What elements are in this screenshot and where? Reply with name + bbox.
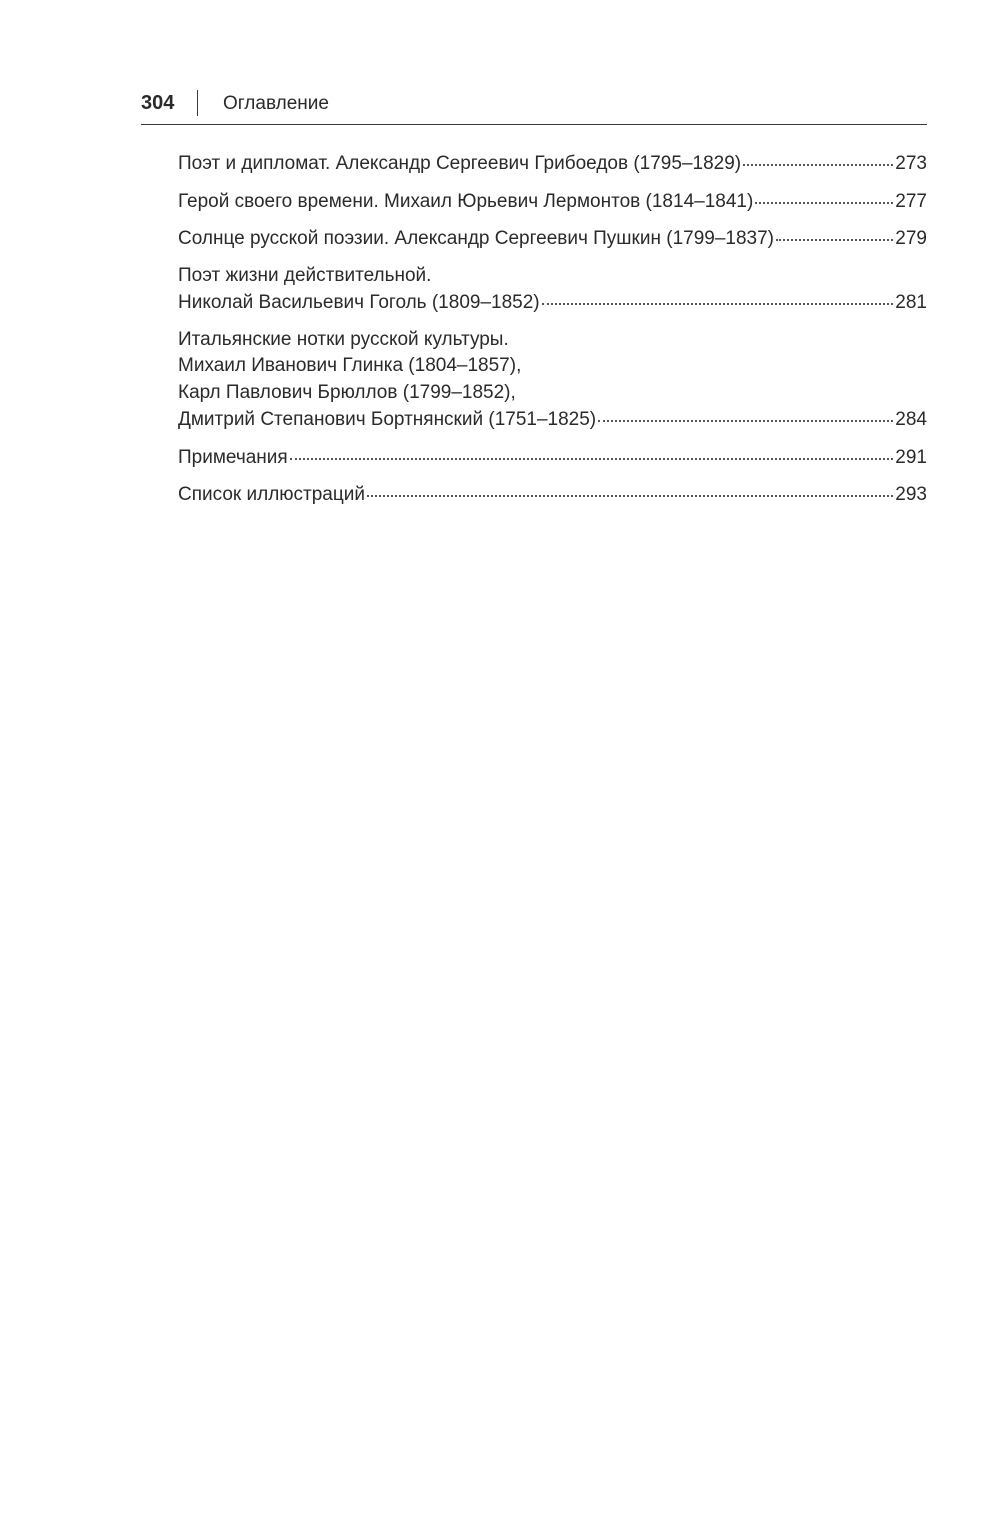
dot-leader xyxy=(755,188,893,207)
toc-entry-title: Солнце русской поэзии. Александр Сергеевич Пушкин (1799–1837) xyxy=(178,228,775,249)
toc-page-number: 281 xyxy=(895,292,927,313)
page-header xyxy=(141,90,927,125)
toc-entry-pushkin xyxy=(178,225,927,253)
toc-page-number: 273 xyxy=(895,153,927,174)
toc-entry-title: Герой своего времени. Михаил Юрьевич Лермонтов (1814–1841) xyxy=(178,190,754,212)
toc-entry-title: Примечания xyxy=(178,446,288,468)
running-title: Оглавление xyxy=(223,93,329,114)
toc-entry-griboedov xyxy=(178,150,927,178)
toc-entry-illustrations xyxy=(178,481,927,509)
dot-leader xyxy=(542,289,894,308)
toc-entry-lermontov xyxy=(178,188,927,216)
toc-entry-line: Михаил Иванович Глинка (1804–1857), xyxy=(178,355,522,376)
toc-page-number: 291 xyxy=(895,446,927,468)
toc-entry-line: Поэт жизни действительной. xyxy=(178,264,432,286)
toc-entry-title: Список иллюстраций xyxy=(178,484,365,505)
toc-page-number: 277 xyxy=(895,190,927,212)
toc-entry-title: Николай Васильевич Гоголь (1809–1852) xyxy=(178,292,540,313)
toc-page-number: 284 xyxy=(895,409,927,430)
toc-entry-title: Поэт и дипломат. Александр Сергеевич Грибоедов (1795–1829) xyxy=(178,153,742,174)
dot-leader xyxy=(290,444,894,463)
header-divider xyxy=(197,90,198,116)
dot-leader xyxy=(367,481,893,500)
toc-page-number: 293 xyxy=(895,484,927,505)
page-number: 304 xyxy=(141,92,175,114)
table-of-contents xyxy=(178,150,927,519)
dot-leader xyxy=(743,150,893,169)
toc-entry-italian-notes xyxy=(178,327,927,434)
toc-entry-notes xyxy=(178,444,927,472)
toc-entry-line: Итальянские нотки русской культуры. xyxy=(178,328,509,350)
dot-leader xyxy=(598,406,893,425)
toc-entry-title: Дмитрий Степанович Бортнянский (1751–1825) xyxy=(178,409,597,430)
dot-leader xyxy=(776,225,893,244)
toc-entry-gogol xyxy=(178,263,927,317)
toc-entry-line: Карл Павлович Брюллов (1799–1852), xyxy=(178,381,516,403)
toc-page-number: 279 xyxy=(895,228,927,249)
